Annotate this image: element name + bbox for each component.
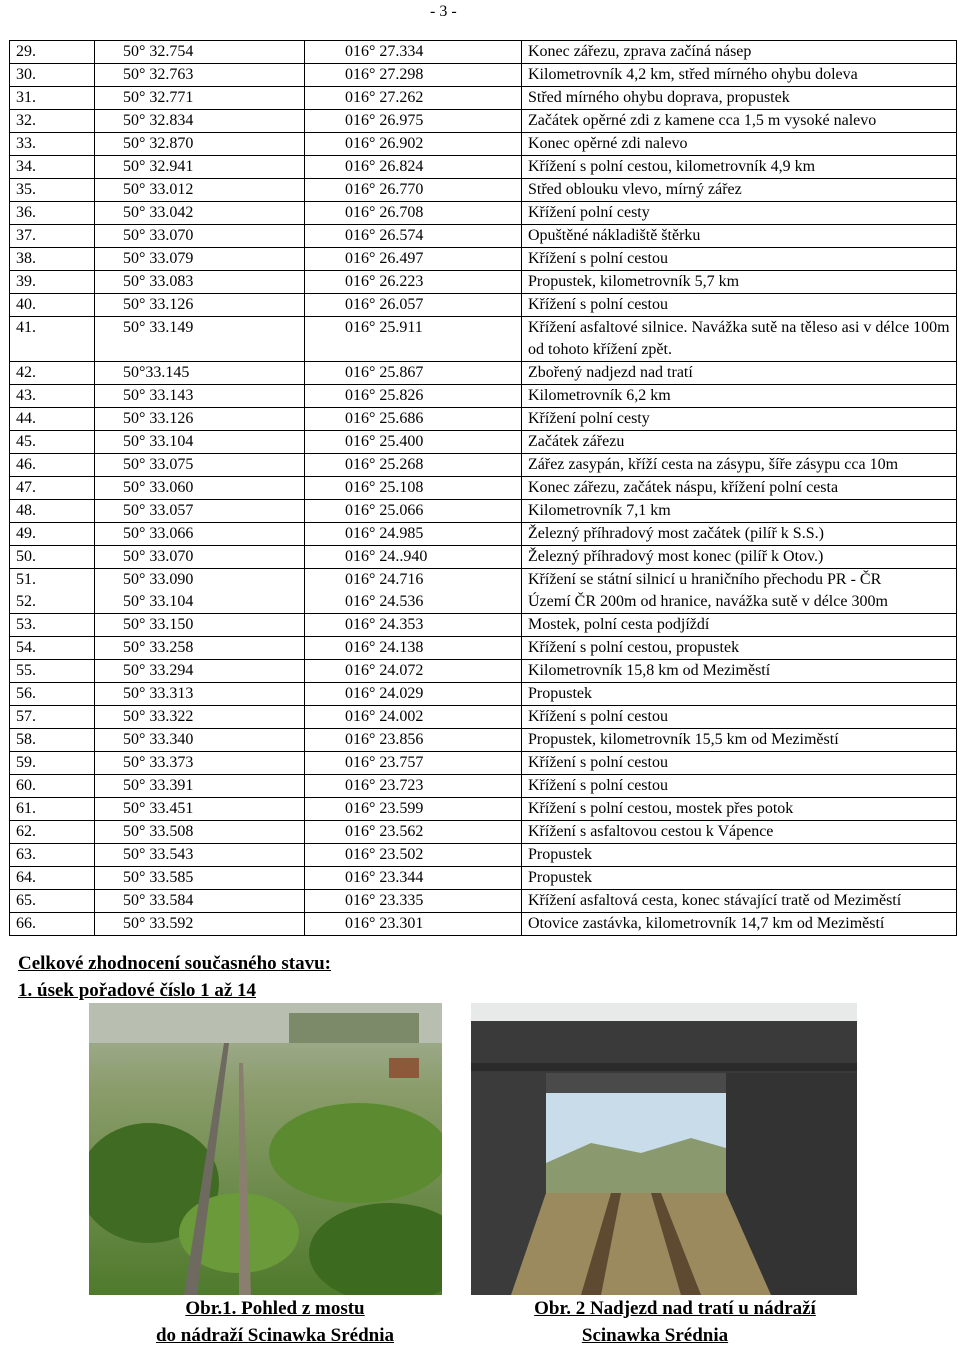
table-row	[10, 706, 957, 729]
description-cell: Křížení s polní cestou	[522, 752, 957, 775]
description-cell: Propustek	[522, 867, 957, 890]
row-number: 66.	[10, 913, 95, 936]
longitude-cell: 016° 24..940	[305, 546, 522, 569]
table-row	[10, 477, 957, 500]
description-cell: Propustek	[522, 844, 957, 867]
latitude-cell: 50° 33.057	[95, 500, 305, 523]
latitude-cell: 50° 33.391	[95, 775, 305, 798]
description-cell: Zbořený nadjezd nad tratí	[522, 362, 957, 385]
longitude-cell: 016° 26.497	[305, 248, 522, 271]
latitude-cell: 50° 32.771	[95, 87, 305, 110]
description-cell: Začátek zářezu	[522, 431, 957, 454]
longitude-cell: 016° 23.335	[305, 890, 522, 913]
table-row	[10, 271, 957, 294]
row-number: 42.	[10, 362, 95, 385]
longitude-cell: 016° 26.770	[305, 179, 522, 202]
longitude-cell: 016° 25.867	[305, 362, 522, 385]
photo1-caption-line2: do nádraží Scinawka Srédnia	[155, 1325, 395, 1346]
description-cell: Křížení asfaltová cesta, konec stávající tratě od Meziměstí	[522, 890, 957, 913]
longitude-cell: 016° 25.911	[305, 317, 522, 362]
row-number: 53.	[10, 614, 95, 637]
table-row	[10, 156, 957, 179]
row-number: 51. 52.	[10, 569, 95, 614]
table-row	[10, 546, 957, 569]
description-cell: Křížení polní cesty	[522, 408, 957, 431]
table-row	[10, 248, 957, 271]
latitude-cell: 50° 33.584	[95, 890, 305, 913]
latitude-cell: 50° 33.258	[95, 637, 305, 660]
table-row	[10, 500, 957, 523]
description-cell: Kilometrovník 15,8 km od Meziměstí	[522, 660, 957, 683]
row-number: 33.	[10, 133, 95, 156]
photo2-caption-line2: Scinawka Srédnia	[581, 1325, 729, 1346]
row-number: 44.	[10, 408, 95, 431]
description-cell: Konec zářezu, začátek náspu, křížení polní cesta	[522, 477, 957, 500]
table-row	[10, 41, 957, 64]
table-row	[10, 179, 957, 202]
longitude-cell: 016° 27.298	[305, 64, 522, 87]
table-row	[10, 775, 957, 798]
latitude-cell: 50° 33.083	[95, 271, 305, 294]
table-row	[10, 637, 957, 660]
description-cell: Kilometrovník 7,1 km	[522, 500, 957, 523]
latitude-cell: 50° 33.104	[95, 431, 305, 454]
latitude-cell: 50° 33.090 50° 33.104	[95, 569, 305, 614]
latitude-cell: 50° 33.079	[95, 248, 305, 271]
description-cell: Křížení s polní cestou, kilometrovník 4,9 km	[522, 156, 957, 179]
row-number: 58.	[10, 729, 95, 752]
table-row	[10, 844, 957, 867]
latitude-cell: 50° 32.941	[95, 156, 305, 179]
latitude-cell: 50°33.145	[95, 362, 305, 385]
description-cell: Křížení asfaltové silnice. Navážka sutě na těleso asi v délce 100m od tohoto křížení zpět.	[522, 317, 957, 362]
description-cell: Křížení s polní cestou	[522, 706, 957, 729]
latitude-cell: 50° 33.543	[95, 844, 305, 867]
latitude-cell: 50° 33.149	[95, 317, 305, 362]
photo2-caption-line1: Obr. 2 Nadjezd nad tratí u nádraží	[534, 1298, 816, 1319]
row-number: 60.	[10, 775, 95, 798]
row-number: 65.	[10, 890, 95, 913]
description-cell: Zářez zasypán, kříží cesta na zásypu, šíře zásypu cca 10m	[522, 454, 957, 477]
latitude-cell: 50° 33.126	[95, 408, 305, 431]
description-cell: Střed mírného ohybu doprava, propustek	[522, 87, 957, 110]
description-cell: Konec zářezu, zprava začíná násep	[522, 41, 957, 64]
description-cell: Křížení s polní cestou	[522, 775, 957, 798]
latitude-cell: 50° 33.070	[95, 546, 305, 569]
row-number: 63.	[10, 844, 95, 867]
table-row	[10, 660, 957, 683]
longitude-cell: 016° 24.029	[305, 683, 522, 706]
row-number: 37.	[10, 225, 95, 248]
longitude-cell: 016° 27.334	[305, 41, 522, 64]
row-number: 54.	[10, 637, 95, 660]
latitude-cell: 50° 33.294	[95, 660, 305, 683]
description-cell: Křížení s polní cestou	[522, 248, 957, 271]
table-row	[10, 798, 957, 821]
row-number: 46.	[10, 454, 95, 477]
latitude-cell: 50° 33.592	[95, 913, 305, 936]
row-number: 59.	[10, 752, 95, 775]
row-number: 50.	[10, 546, 95, 569]
table-row	[10, 431, 957, 454]
row-number: 64.	[10, 867, 95, 890]
overpass-photo	[471, 1003, 857, 1295]
latitude-cell: 50° 33.126	[95, 294, 305, 317]
latitude-cell: 50° 33.585	[95, 867, 305, 890]
description-cell: Železný příhradový most konec (pilíř k Otov.)	[522, 546, 957, 569]
table-row	[10, 294, 957, 317]
longitude-cell: 016° 25.686	[305, 408, 522, 431]
row-number: 38.	[10, 248, 95, 271]
longitude-cell: 016° 26.057	[305, 294, 522, 317]
longitude-cell: 016° 24.985	[305, 523, 522, 546]
page-number: - 3 -	[430, 3, 457, 20]
longitude-cell: 016° 26.574	[305, 225, 522, 248]
table-row	[10, 523, 957, 546]
latitude-cell: 50° 32.834	[95, 110, 305, 133]
table-row	[10, 317, 957, 362]
table-row	[10, 408, 957, 431]
row-number: 43.	[10, 385, 95, 408]
row-number: 32.	[10, 110, 95, 133]
longitude-cell: 016° 23.562	[305, 821, 522, 844]
row-number: 61.	[10, 798, 95, 821]
row-number: 57.	[10, 706, 95, 729]
row-number: 35.	[10, 179, 95, 202]
table-row	[10, 752, 957, 775]
row-number: 29.	[10, 41, 95, 64]
description-cell: Opuštěné nákladiště štěrku	[522, 225, 957, 248]
longitude-cell: 016° 26.824	[305, 156, 522, 179]
longitude-cell: 016° 27.262	[305, 87, 522, 110]
row-number: 40.	[10, 294, 95, 317]
photo1-caption-line1: Obr.1. Pohled z mostu	[185, 1298, 365, 1319]
longitude-cell: 016° 26.708	[305, 202, 522, 225]
longitude-cell: 016° 25.826	[305, 385, 522, 408]
table-row	[10, 683, 957, 706]
description-cell: Křížení s polní cestou, mostek přes potok	[522, 798, 957, 821]
row-number: 55.	[10, 660, 95, 683]
table-row	[10, 614, 957, 637]
row-number: 41.	[10, 317, 95, 362]
description-cell: Propustek, kilometrovník 5,7 km	[522, 271, 957, 294]
latitude-cell: 50° 33.150	[95, 614, 305, 637]
longitude-cell: 016° 23.599	[305, 798, 522, 821]
latitude-cell: 50° 33.143	[95, 385, 305, 408]
row-number: 47.	[10, 477, 95, 500]
longitude-cell: 016° 24.138	[305, 637, 522, 660]
latitude-cell: 50° 32.763	[95, 64, 305, 87]
latitude-cell: 50° 33.070	[95, 225, 305, 248]
description-cell: Střed oblouku vlevo, mírný zářez	[522, 179, 957, 202]
table-row	[10, 913, 957, 936]
longitude-cell: 016° 26.902	[305, 133, 522, 156]
section-title: 1. úsek pořadové číslo 1 až 14	[18, 980, 257, 1001]
row-number: 62.	[10, 821, 95, 844]
description-cell: Křížení s polní cestou, propustek	[522, 637, 957, 660]
table-row	[10, 569, 957, 614]
latitude-cell: 50° 33.042	[95, 202, 305, 225]
row-number: 31.	[10, 87, 95, 110]
description-cell: Železný příhradový most začátek (pilíř k S.S.)	[522, 523, 957, 546]
table-row	[10, 64, 957, 87]
table-row	[10, 890, 957, 913]
row-number: 36.	[10, 202, 95, 225]
longitude-cell: 016° 23.757	[305, 752, 522, 775]
latitude-cell: 50° 33.066	[95, 523, 305, 546]
longitude-cell: 016° 25.268	[305, 454, 522, 477]
table-row	[10, 87, 957, 110]
coordinates-table	[9, 40, 957, 936]
table-row	[10, 133, 957, 156]
longitude-cell: 016° 25.066	[305, 500, 522, 523]
description-cell: Křížení polní cesty	[522, 202, 957, 225]
summary-heading: Celkové zhodnocení současného stavu:	[18, 953, 331, 974]
description-cell: Kilometrovník 6,2 km	[522, 385, 957, 408]
longitude-cell: 016° 24.716 016° 24.536	[305, 569, 522, 614]
latitude-cell: 50° 33.508	[95, 821, 305, 844]
table-row	[10, 821, 957, 844]
table-row	[10, 385, 957, 408]
latitude-cell: 50° 33.322	[95, 706, 305, 729]
row-number: 30.	[10, 64, 95, 87]
longitude-cell: 016° 26.975	[305, 110, 522, 133]
latitude-cell: 50° 33.340	[95, 729, 305, 752]
longitude-cell: 016° 26.223	[305, 271, 522, 294]
description-cell: Propustek, kilometrovník 15,5 km od Meziměstí	[522, 729, 957, 752]
row-number: 56.	[10, 683, 95, 706]
table-row	[10, 225, 957, 248]
table-row	[10, 362, 957, 385]
description-cell: Křížení se státní silnicí u hraničního přechodu PR - ČR Území ČR 200m od hranice, navážka sutě v délce 300m	[522, 569, 957, 614]
row-number: 48.	[10, 500, 95, 523]
latitude-cell: 50° 32.754	[95, 41, 305, 64]
latitude-cell: 50° 33.373	[95, 752, 305, 775]
description-cell: Konec opěrné zdi nalevo	[522, 133, 957, 156]
longitude-cell: 016° 23.344	[305, 867, 522, 890]
latitude-cell: 50° 33.451	[95, 798, 305, 821]
row-number: 34.	[10, 156, 95, 179]
longitude-cell: 016° 25.108	[305, 477, 522, 500]
longitude-cell: 016° 23.723	[305, 775, 522, 798]
description-cell: Mostek, polní cesta podjíždí	[522, 614, 957, 637]
description-cell: Křížení s asfaltovou cestou k Vápence	[522, 821, 957, 844]
latitude-cell: 50° 33.012	[95, 179, 305, 202]
longitude-cell: 016° 24.072	[305, 660, 522, 683]
description-cell: Propustek	[522, 683, 957, 706]
description-cell: Křížení s polní cestou	[522, 294, 957, 317]
row-number: 45.	[10, 431, 95, 454]
latitude-cell: 50° 33.060	[95, 477, 305, 500]
longitude-cell: 016° 24.002	[305, 706, 522, 729]
longitude-cell: 016° 23.856	[305, 729, 522, 752]
latitude-cell: 50° 33.075	[95, 454, 305, 477]
row-number: 39.	[10, 271, 95, 294]
table-row	[10, 867, 957, 890]
table-row	[10, 202, 957, 225]
longitude-cell: 016° 25.400	[305, 431, 522, 454]
table-row	[10, 110, 957, 133]
latitude-cell: 50° 33.313	[95, 683, 305, 706]
row-number: 49.	[10, 523, 95, 546]
table-row	[10, 729, 957, 752]
station-photo	[89, 1003, 442, 1295]
longitude-cell: 016° 24.353	[305, 614, 522, 637]
longitude-cell: 016° 23.502	[305, 844, 522, 867]
table-row	[10, 454, 957, 477]
description-cell: Začátek opěrné zdi z kamene cca 1,5 m vysoké nalevo	[522, 110, 957, 133]
description-cell: Otovice zastávka, kilometrovník 14,7 km od Meziměstí	[522, 913, 957, 936]
latitude-cell: 50° 32.870	[95, 133, 305, 156]
longitude-cell: 016° 23.301	[305, 913, 522, 936]
description-cell: Kilometrovník 4,2 km, střed mírného ohybu doleva	[522, 64, 957, 87]
